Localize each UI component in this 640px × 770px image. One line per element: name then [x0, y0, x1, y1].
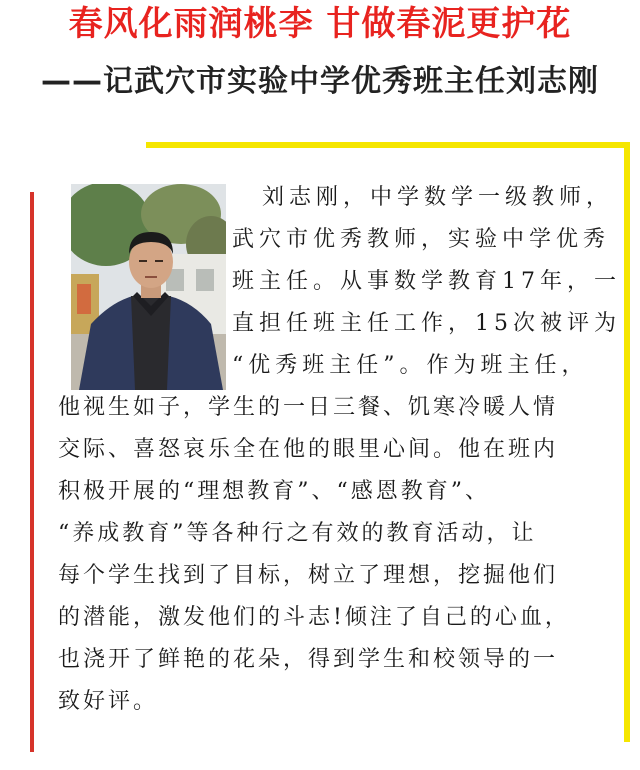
body-line: 直担任班主任工作，15次被评为	[232, 311, 621, 336]
body-line: 班主任。从事数学教育17年，一	[232, 269, 621, 294]
body-line: 也浇开了鲜艳的花朵，得到学生和校领导的一	[58, 647, 559, 672]
body-line: 刘志刚，中学数学一级教师，	[262, 185, 614, 210]
body-line: 他视生如子，学生的一日三餐、饥寒冷暖人情	[58, 395, 559, 420]
body-line: 交际、喜怒哀乐全在他的眼里心间。他在班内	[58, 437, 559, 462]
page-subtitle: ——记武穴市实验中学优秀班主任刘志刚	[41, 64, 599, 99]
body-line: 武穴市优秀教师，实验中学优秀	[232, 227, 611, 252]
body-line: 致好评。	[58, 689, 159, 714]
red-frame-left	[30, 192, 34, 752]
page-title: 春风化雨润桃李 甘做春泥更护花	[68, 4, 572, 44]
body-line: 每个学生找到了目标，树立了理想，挖掘他们	[58, 563, 559, 588]
yellow-frame-right	[624, 142, 630, 742]
body-line: 的潜能，激发他们的斗志!倾注了自己的心血，	[58, 605, 570, 630]
body-line: “养成教育”等各种行之有效的教育活动，让	[58, 521, 537, 546]
body-line: 积极开展的“理想教育”、“感恩教育”、	[58, 479, 490, 504]
body-line: “优秀班主任”。作为班主任，	[232, 353, 589, 378]
portrait-illustration	[71, 184, 226, 390]
portrait-photo	[71, 184, 226, 390]
yellow-frame-top	[146, 142, 630, 148]
